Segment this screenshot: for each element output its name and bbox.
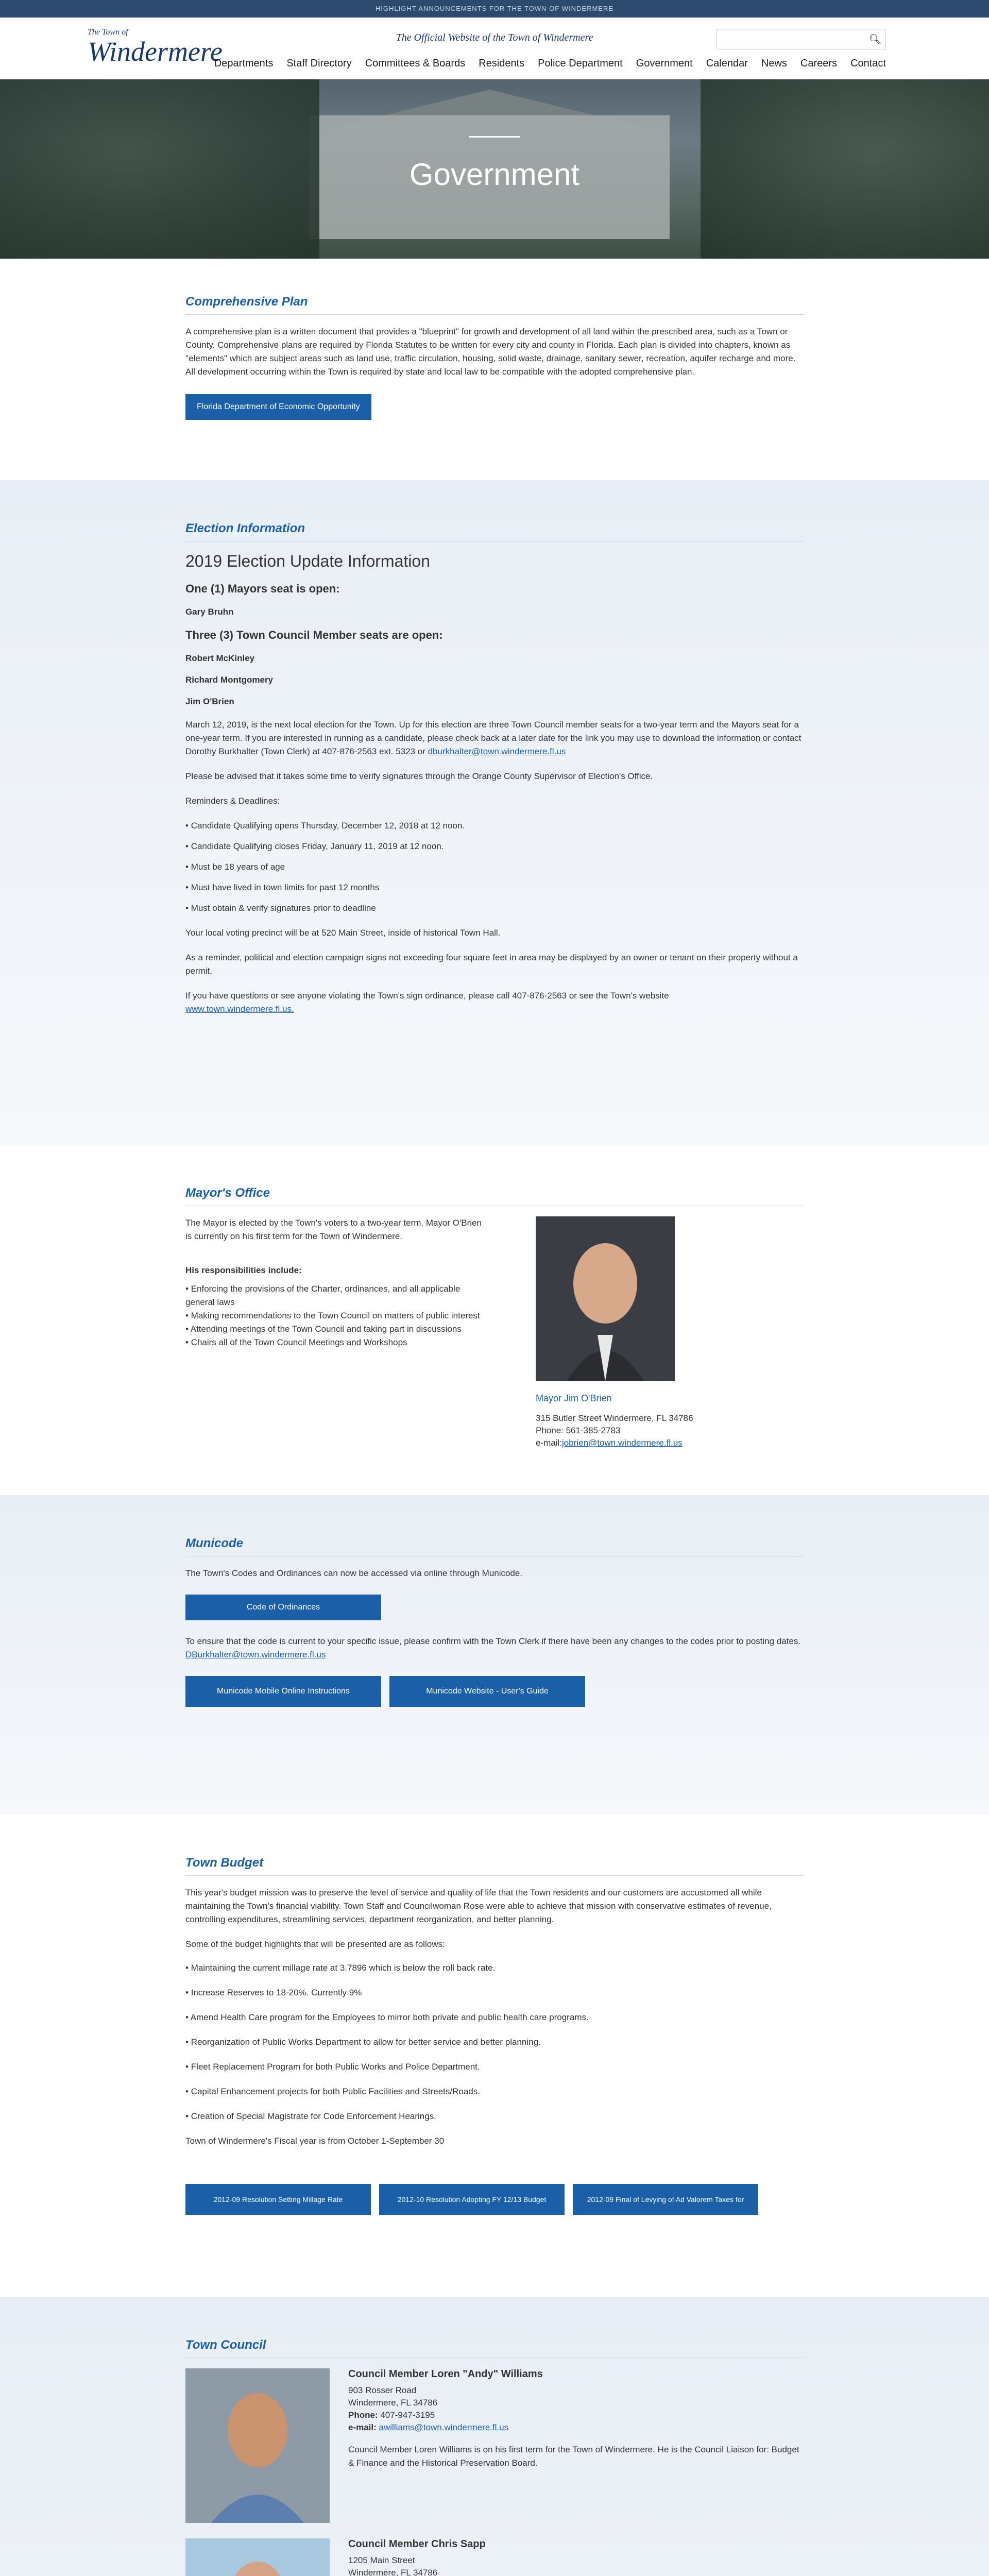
election-para3: Your local voting precinct will be at 520 Main Street, inside of historical Town Hall. [185,928,501,938]
nav-contact[interactable]: Contact [850,58,886,69]
reminders-heading: Reminders & Deadlines: [185,796,280,806]
list-item: • Attending meetings of the Town Council and taking part in discussions [185,1323,484,1336]
adopting-budget-button[interactable]: 2012-10 Resolution Adopting FY 12/13 Budget [379,2184,565,2215]
logo-the: The Town of [88,28,128,37]
budget-list [185,1961,804,2123]
budget-para1: This year's budget mission was to preserve the level of service and quality of life that the Town residents and our customers are accustomed all while maintaining the Town's financial viability. Town Staff and Councilwoman Rose were able to achieve that mission with conservative estimates of revenue, controlling expenditures, streamlining services, department reorganization, and better planning. [185,1888,772,1924]
section-title: Election Information [185,521,305,535]
nav-residents[interactable]: Residents [479,58,525,69]
town-website-link[interactable]: www.town.windermere.fl.us. [185,1004,294,1014]
council-member-phone: 407-947-3195 [380,2410,435,2420]
mayor-email-label: e-mail: [536,1438,562,1448]
nav-careers[interactable]: Careers [800,58,838,69]
council-candidate: Jim O'Brien [185,697,234,706]
mayor-email-link[interactable]: jobrien@town.windermere.fl.us [562,1438,683,1448]
nav-staff-directory[interactable]: Staff Directory [286,58,352,69]
list-item: • Increase Reserves to 18-20%. Currently 9% [185,1986,804,1999]
official-site-tagline: The Official Website of the Town of Windermere [396,32,593,43]
list-item: • Enforcing the provisions of the Charter, ordinances, and all applicable general laws [185,1282,484,1309]
list-item: • Amend Health Care program for the Employees to mirror both private and public health care programs. [185,2011,804,2024]
council-member-name: Council Member Loren "Andy" Williams [348,2368,543,2380]
council-member-name: Council Member Chris Sapp [348,2538,486,2550]
nav-news[interactable]: News [761,58,787,69]
comp-plan-body: A comprehensive plan is a written document that provides a "blueprint" for growth and development of all land within the prescribed area, such as a Town or County. Comprehensive plans are required by Florida Statutes to be written for every city and county in Florida. Each plan is divided into chapters, known as "elements" which are subject areas such as land use, traffic circulation, housing, solid waste, drainage, sanitary sewer, recreation, aquifer recharge and more. All development occurring within the Town is required by state and local law to be compatible with the adopted comprehensive plan. [185,327,796,377]
list-item: • Capital Enhancement projects for both Public Facilities and Streets/Roads. [185,2085,804,2098]
council-candidate: Robert McKinley [185,653,255,663]
mayor-phone: Phone: 561-385-2783 [536,1426,621,1435]
clerk-email-link[interactable]: DBurkhalter@town.windermere.fl.us [185,1650,326,1659]
list-item: • Reorganization of Public Works Department to allow for better service and better planning. [185,2036,804,2049]
mayor-resp-list [185,1282,484,1349]
comprehensive-plan-section [0,259,989,480]
ad-valorem-button[interactable]: 2012-09 Final of Levying of Ad Valorem Taxes for FY 12/14 [573,2184,758,2215]
municode-guide-button[interactable]: Municode Website - User's Guide [389,1676,585,1707]
mayor-photo [536,1216,675,1381]
mayors-office-section [0,1145,989,1495]
list-item: • Making recommendations to the Town Council on matters of public interest [185,1309,484,1323]
municode-para2: To ensure that the code is current to your specific issue, please confirm with the Town Clerk if there have been any changes to the codes prior to posting dates. DBurkhalter@town.windermere.fl.us [185,1636,801,1659]
phone-label: Phone: [348,2410,378,2420]
council-member-card [185,2538,804,2576]
nav-committees-boards[interactable]: Committees & Boards [365,58,466,69]
election-para1: March 12, 2019, is the next local election for the Town. Up for this election are three Town Council member seats for a two-year term and the Mayors seat for a one-year term. If you are interested in running as a candidate, please check back at a later date for the link you may use to download the information or contact Dorothy Burkhalter (Town Clerk) at 407-876-2563 ext. 5323 or dburkhalter@town.windermere.fl.us [185,720,802,756]
list-item: • Fleet Replacement Program for both Public Works and Police Department. [185,2060,804,2074]
list-item: • Candidate Qualifying closes Friday, January 11, 2019 at 12 noon. [185,840,804,853]
election-para4: As a reminder, political and election campaign signs not exceeding four square feet in area may be displayed by an owner or tenant on their property without a permit. [185,953,798,976]
list-item: • Must have lived in town limits for past 12 months [185,881,804,894]
nav-departments[interactable]: Departments [214,58,274,69]
list-item: • Must be 18 years of age [185,860,804,874]
logo-name: Windermere [88,36,223,67]
nav-police-department[interactable]: Police Department [538,58,623,69]
election-para5: If you have questions or see anyone violating the Town's sign ordinance, please call 407-876-2563 or see the Town's website www.town.windermere.fl.us. [185,991,669,1014]
municode-section [0,1495,989,1815]
budget-para2: Some of the budget highlights that will be presented are as follows: [185,1939,445,1949]
nav-government[interactable]: Government [636,58,693,69]
council-member-photo [185,2368,330,2523]
election-para2: Please be advised that it takes some time to verify signatures through the Orange County Supervisor of Election's Office. [185,771,653,781]
council-member-bio: Council Member Loren Williams is on his first term for the Town of Windermere. He is the Council Liaison for: Budget & Finance and the Historical Preservation Board. [348,2445,799,2468]
hero-banner [0,79,989,259]
email-label: e-mail: [348,2422,377,2432]
search-input[interactable] [717,29,865,49]
page-title: Government [409,157,580,192]
hero-rule [469,136,520,138]
section-title: Town Council [185,2338,266,2352]
mayor-candidate: Gary Bruhn [185,607,234,617]
town-council-section [0,2297,989,2576]
mayor-seat-heading: One (1) Mayors seat is open: [185,582,340,595]
council-member-address: 903 Rosser Road [348,2385,417,2395]
council-member-photo [185,2538,330,2576]
section-title: Municode [185,1536,243,1550]
mayor-name: Mayor Jim O'Brien [536,1393,612,1403]
fiscal-year: Town of Windermere's Fiscal year is from October 1-September 30 [185,2136,445,2146]
mayor-address: 315 Butler Street Windermere, FL 34786 [536,1413,693,1423]
town-budget-section [0,1815,989,2297]
list-item: • Chairs all of the Town Council Meetings and Workshops [185,1336,484,1349]
list-item: • Must obtain & verify signatures prior to deadline [185,902,804,915]
announcement-text: HIGHLIGHT ANNOUNCEMENTS FOR THE TOWN OF WINDERMERE [375,5,614,12]
fl-deo-button[interactable]: Florida Department of Economic Opportunity [185,394,371,420]
section-title: Comprehensive Plan [185,295,308,309]
section-title: Mayor's Office [185,1186,270,1200]
mayor-intro: The Mayor is elected by the Town's voters to a two-year term. Mayor O'Brien is currently on his first term for the Town of Windermere. [185,1218,482,1241]
council-member-card [185,2368,804,2523]
main-nav [214,58,886,70]
council-member-address: 1205 Main Street [348,2555,415,2565]
council-candidate: Richard Montgomery [185,675,274,685]
council-member-city: Windermere, FL 34786 [348,2398,438,2408]
millage-rate-button[interactable]: 2012-09 Resolution Setting Millage Rate [185,2184,371,2215]
mayor-resp-heading: His responsibilities include: [185,1265,302,1275]
search-icon[interactable]: 🔍︎ [868,33,882,45]
section-title: Town Budget [185,1856,264,1870]
code-of-ordinances-button[interactable]: Code of Ordinances [185,1595,381,1620]
council-member-email[interactable]: awilliams@town.windermere.fl.us [379,2422,509,2432]
reminders-list [185,819,804,915]
site-header [0,18,989,79]
election-heading: 2019 Election Update Information [185,552,430,570]
list-item: • Maintaining the current millage rate at 3.7896 which is below the roll back rate. [185,1961,804,1975]
list-item: • Creation of Special Magistrate for Code Enforcement Hearings. [185,2110,804,2123]
council-seats-heading: Three (3) Town Council Member seats are open: [185,629,443,641]
announcement-bar [0,0,989,18]
list-item: • Candidate Qualifying opens Thursday, December 12, 2018 at 12 noon. [185,819,804,833]
search-bar [716,29,886,49]
municode-mobile-button[interactable]: Municode Mobile Online Instructions [185,1676,381,1707]
municode-body: The Town's Codes and Ordinances can now be accessed via online through Municode. [185,1568,523,1578]
nav-calendar[interactable]: Calendar [706,58,748,69]
council-member-city: Windermere, FL 34786 [348,2568,438,2576]
clerk-email-link[interactable]: dburkhalter@town.windermere.fl.us [428,747,566,756]
election-section [0,480,989,1145]
